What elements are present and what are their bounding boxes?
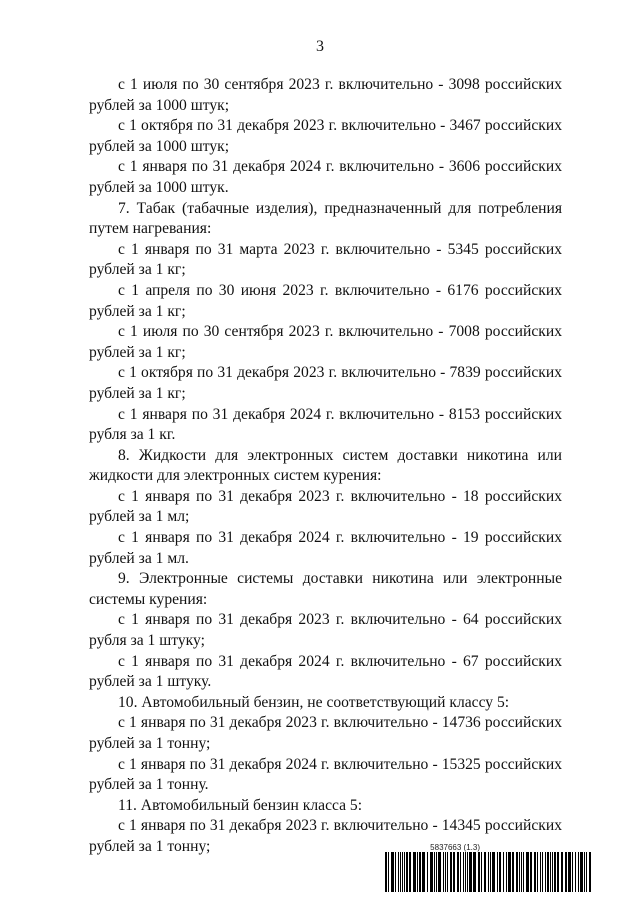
paragraph: с 1 января по 31 декабря 2024 г. включительно - 15325 российских рублей за 1 тонну.: [89, 755, 562, 794]
paragraph: с 1 июля по 30 сентября 2023 г. включительно - 7008 российских рублей за 1 кг;: [89, 323, 562, 361]
paragraph: с 1 января по 31 марта 2023 г. включительно - 5345 российских рублей за 1 кг;: [89, 240, 562, 279]
paragraph: с 1 января по 31 декабря 2023 г. включительно - 14736 российских рублей за 1 тонну;: [89, 714, 562, 752]
paragraph: с 1 января по 31 декабря 2024 г. включительно - 19 российских рублей за 1 мл.: [89, 529, 562, 567]
paragraph: с 1 января по 31 декабря 2024 г. включительно - 67 российских рублей за 1 штуку.: [89, 652, 562, 691]
section-heading: 11. Автомобильный бензин класса 5:: [118, 796, 363, 814]
paragraph: с 1 января по 31 декабря 2024 г. включительно - 8153 российских рубля за 1 кг.: [89, 405, 562, 444]
paragraph: с 1 января по 31 декабря 2024 г. включительно - 3606 российских рублей за 1000 штук.: [89, 158, 562, 196]
paragraph: с 1 октября по 31 декабря 2023 г. включительно - 7839 российских рублей за 1 кг;: [89, 364, 562, 402]
paragraph: с 1 октября по 31 декабря 2023 г. включительно - 3467 российских рублей за 1000 штук;: [89, 117, 562, 155]
paragraph: с 1 января по 31 декабря 2023 г. включительно - 14345 российских рублей за 1 тонну;: [89, 817, 562, 855]
barcode: [385, 843, 593, 893]
page-number: 3: [316, 38, 324, 55]
paragraph: с 1 июля по 30 сентября 2023 г. включительно - 3098 российских рублей за 1000 штук;: [89, 76, 562, 114]
section-heading: 7. Табак (табачные изделия), предназначенный для потребления путем нагревания:: [89, 199, 562, 238]
paragraph: с 1 апреля по 30 июня 2023 г. включительно - 6176 российских рублей за 1 кг;: [89, 281, 562, 320]
barcode-id: 5837663 (1.3): [430, 843, 480, 852]
section-heading: 10. Автомобильный бензин, не соответствующий классу 5:: [118, 693, 510, 711]
paragraph: с 1 января по 31 декабря 2023 г. включительно - 18 российских рублей за 1 мл;: [89, 487, 562, 526]
paragraph: с 1 января по 31 декабря 2023 г. включительно - 64 российских рубля за 1 штуку;: [89, 611, 562, 650]
section-heading: 8. Жидкости для электронных систем доставки никотина или жидкости для электронных систем курения:: [89, 446, 562, 485]
barcode-icon: [385, 852, 593, 892]
document-body: [89, 75, 562, 858]
section-heading: 9. Электронные системы доставки никотина или электронные системы курения:: [89, 570, 562, 608]
